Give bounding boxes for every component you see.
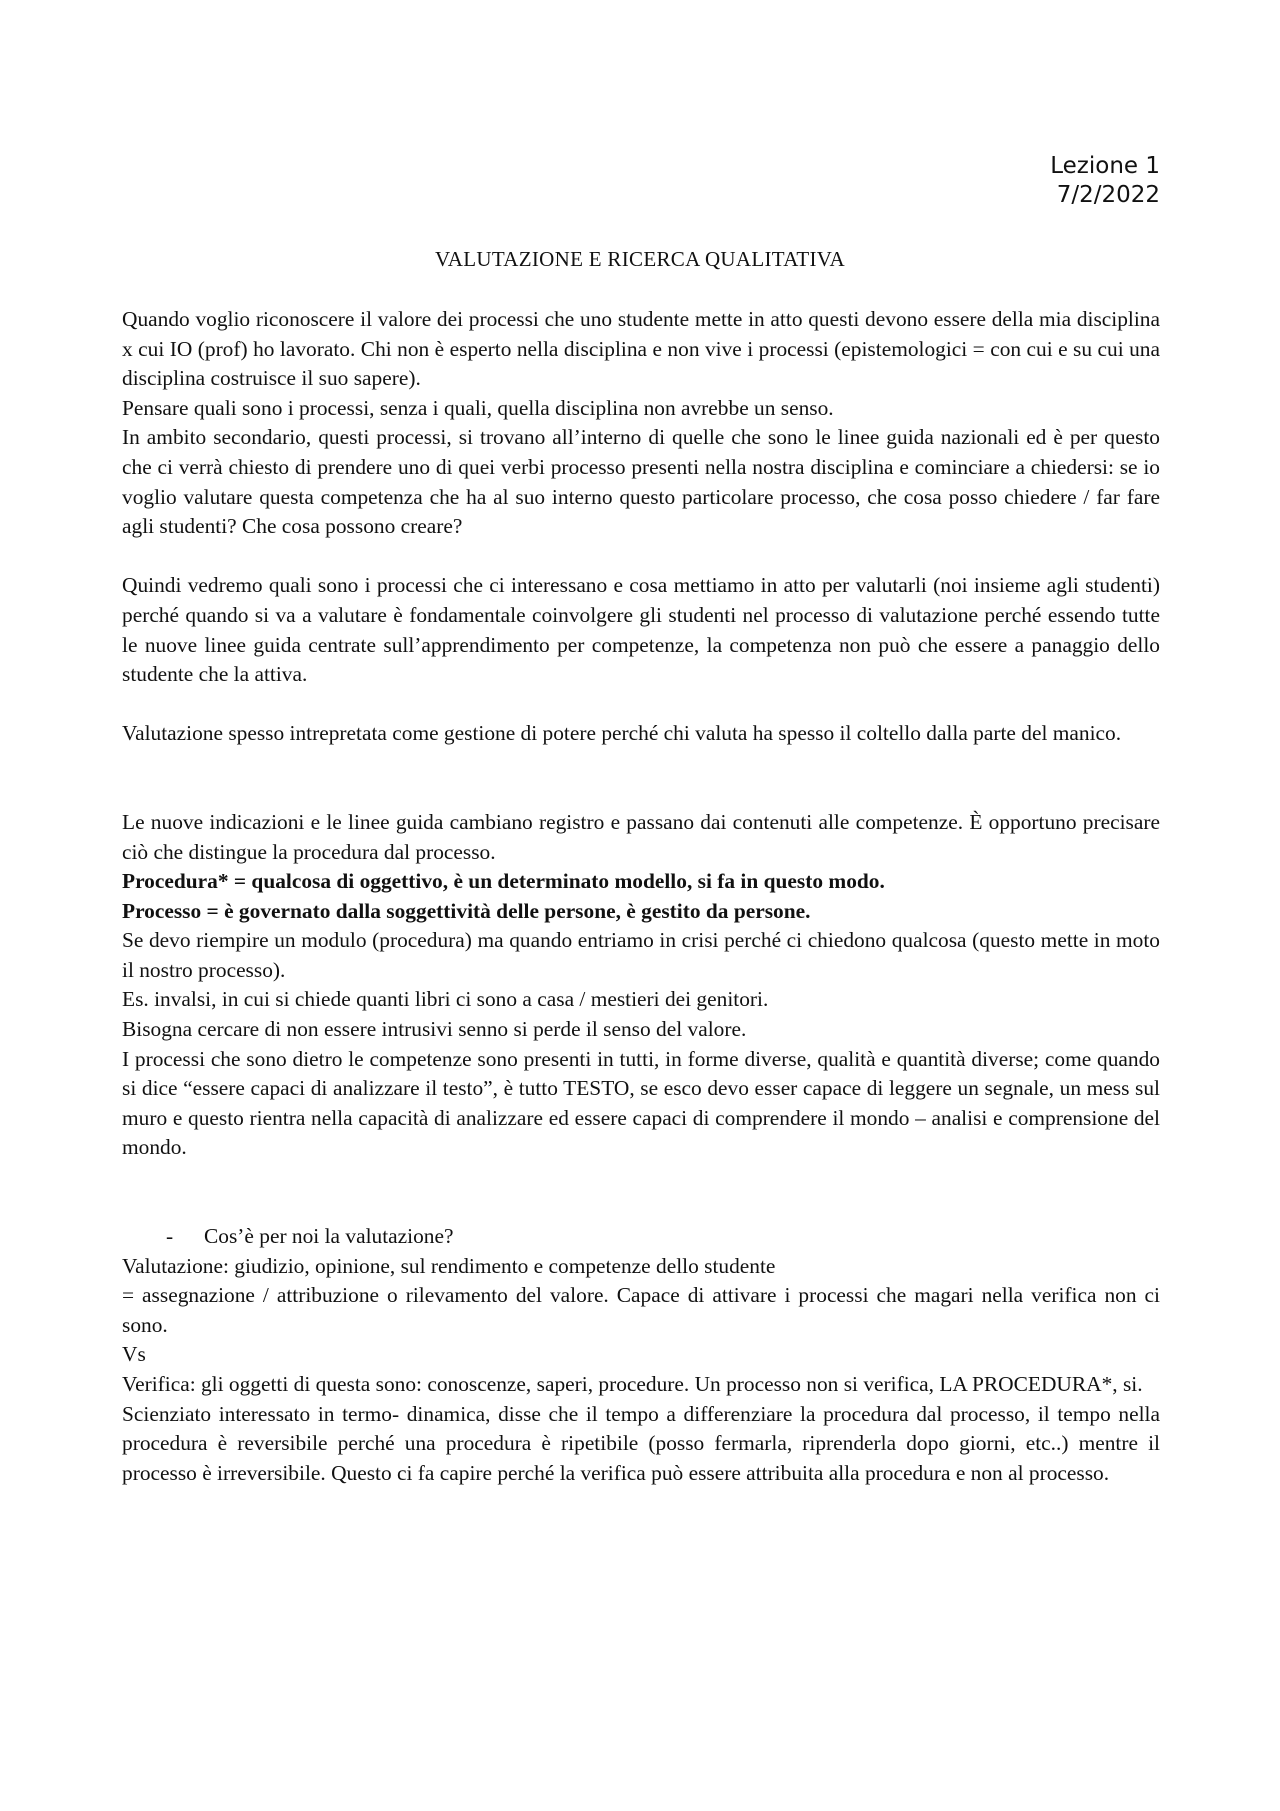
paragraph: Pensare quali sono i processi, senza i quali, quella disciplina non avrebbe un senso.	[122, 395, 834, 420]
paragraph: = assegnazione / attribuzione o rilevamento del valore. Capace di attivare i processi che magari nella verifica non ci sono.	[122, 1283, 1160, 1337]
page-header	[1050, 152, 1160, 210]
document-body	[122, 305, 1160, 1488]
paragraph: Verifica: gli oggetti di questa sono: conoscenze, saperi, procedure. Un processo non si verifica, LA PROCEDURA*, si.	[122, 1372, 1143, 1396]
paragraph: Bisogna cercare di non essere intrusivi senno si perde il senso del valore.	[122, 1017, 747, 1042]
definition-procedura: Procedura* = qualcosa di oggettivo, è un determinato modello, si fa in questo modo.	[122, 869, 885, 894]
bullet-text: Cos’è per noi la valutazione?	[204, 1224, 454, 1249]
paragraph: Quando voglio riconoscere il valore dei processi che uno studente mette in atto questi devono essere della mia disciplina x cui IO (prof) ho lavorato. Chi non è esperto nella disciplina e non vive i processi (epistemologici = con cui e su cui una disciplina costruisce il suo sapere).	[122, 307, 1160, 391]
paragraph: I processi che sono dietro le competenze sono presenti in tutti, in forme diverse, qualità e quantità diverse; come quando si dice “essere capaci di analizzare il testo”, è tutto TESTO, se esco devo esser capace di leggere un segnale, un mess sul muro e questo rientra nella capacità di analizzare ed essere capaci di comprendere il mondo – analisi e comprensione del mondo.	[122, 1046, 1160, 1160]
lesson-date: 7/2/2022	[1056, 182, 1160, 208]
paragraph: In ambito secondario, questi processi, si trovano all’interno di quelle che sono le linee guida nazionali ed è per questo che ci verrà chiesto di prendere uno di quei verbi processo presenti nella nostra disciplina e cominciare a chiedersi: se io voglio valutare questa competenza che ha al suo interno questo particolare processo, che cosa posso chiedere / far fare agli studenti? Che cosa possono creare?	[122, 425, 1160, 539]
paragraph: Valutazione spesso intrepretata come gestione di potere perché chi valuta ha spesso il coltello dalla parte del manico.	[122, 721, 1122, 746]
lesson-number: Lezione 1	[1050, 153, 1160, 179]
paragraph: Es. invalsi, in cui si chiede quanti libri ci sono a casa / mestieri dei genitori.	[122, 987, 769, 1012]
paragraph: Scienziato interessato in termo- dinamica, disse che il tempo a differenziare la procedura dal processo, il tempo nella procedura è reversibile perché una procedura è ripetibile (posso fermarla, riprenderla dopo giorni, etc..) mentre il processo è irreversibile. Questo ci fa capire perché la verifica può essere attribuita alla procedura e non al processo.	[122, 1401, 1160, 1485]
paragraph: Vs	[122, 1342, 146, 1367]
paragraph: Quindi vedremo quali sono i processi che ci interessano e cosa mettiamo in atto per valutarli (noi insieme agli studenti) perché quando si va a valutare è fondamentale coinvolgere gli studenti nel processo di valutazione perché essendo tutte le nuove linee guida centrate sull’apprendimento per competenze, la competenza non può che essere a panaggio dello studente che la attiva.	[122, 573, 1160, 687]
list-item	[122, 1222, 1160, 1252]
page-title: VALUTAZIONE E RICERCA QUALITATIVA	[435, 247, 845, 271]
paragraph: Valutazione: giudizio, opinione, sul rendimento e competenze dello studente	[122, 1253, 776, 1278]
paragraph: Se devo riempire un modulo (procedura) ma quando entriamo in crisi perché ci chiedono qualcosa (questo mette in moto il nostro processo).	[122, 928, 1160, 982]
paragraph: Le nuove indicazioni e le linee guida cambiano registro e passano dai contenuti alle competenze. È opportuno precisare ciò che distingue la procedura dal processo.	[122, 809, 1160, 864]
bullet-dash: -	[166, 1224, 174, 1249]
definition-processo: Processo = è governato dalla soggettività delle persone, è gestito da persone.	[122, 898, 811, 923]
